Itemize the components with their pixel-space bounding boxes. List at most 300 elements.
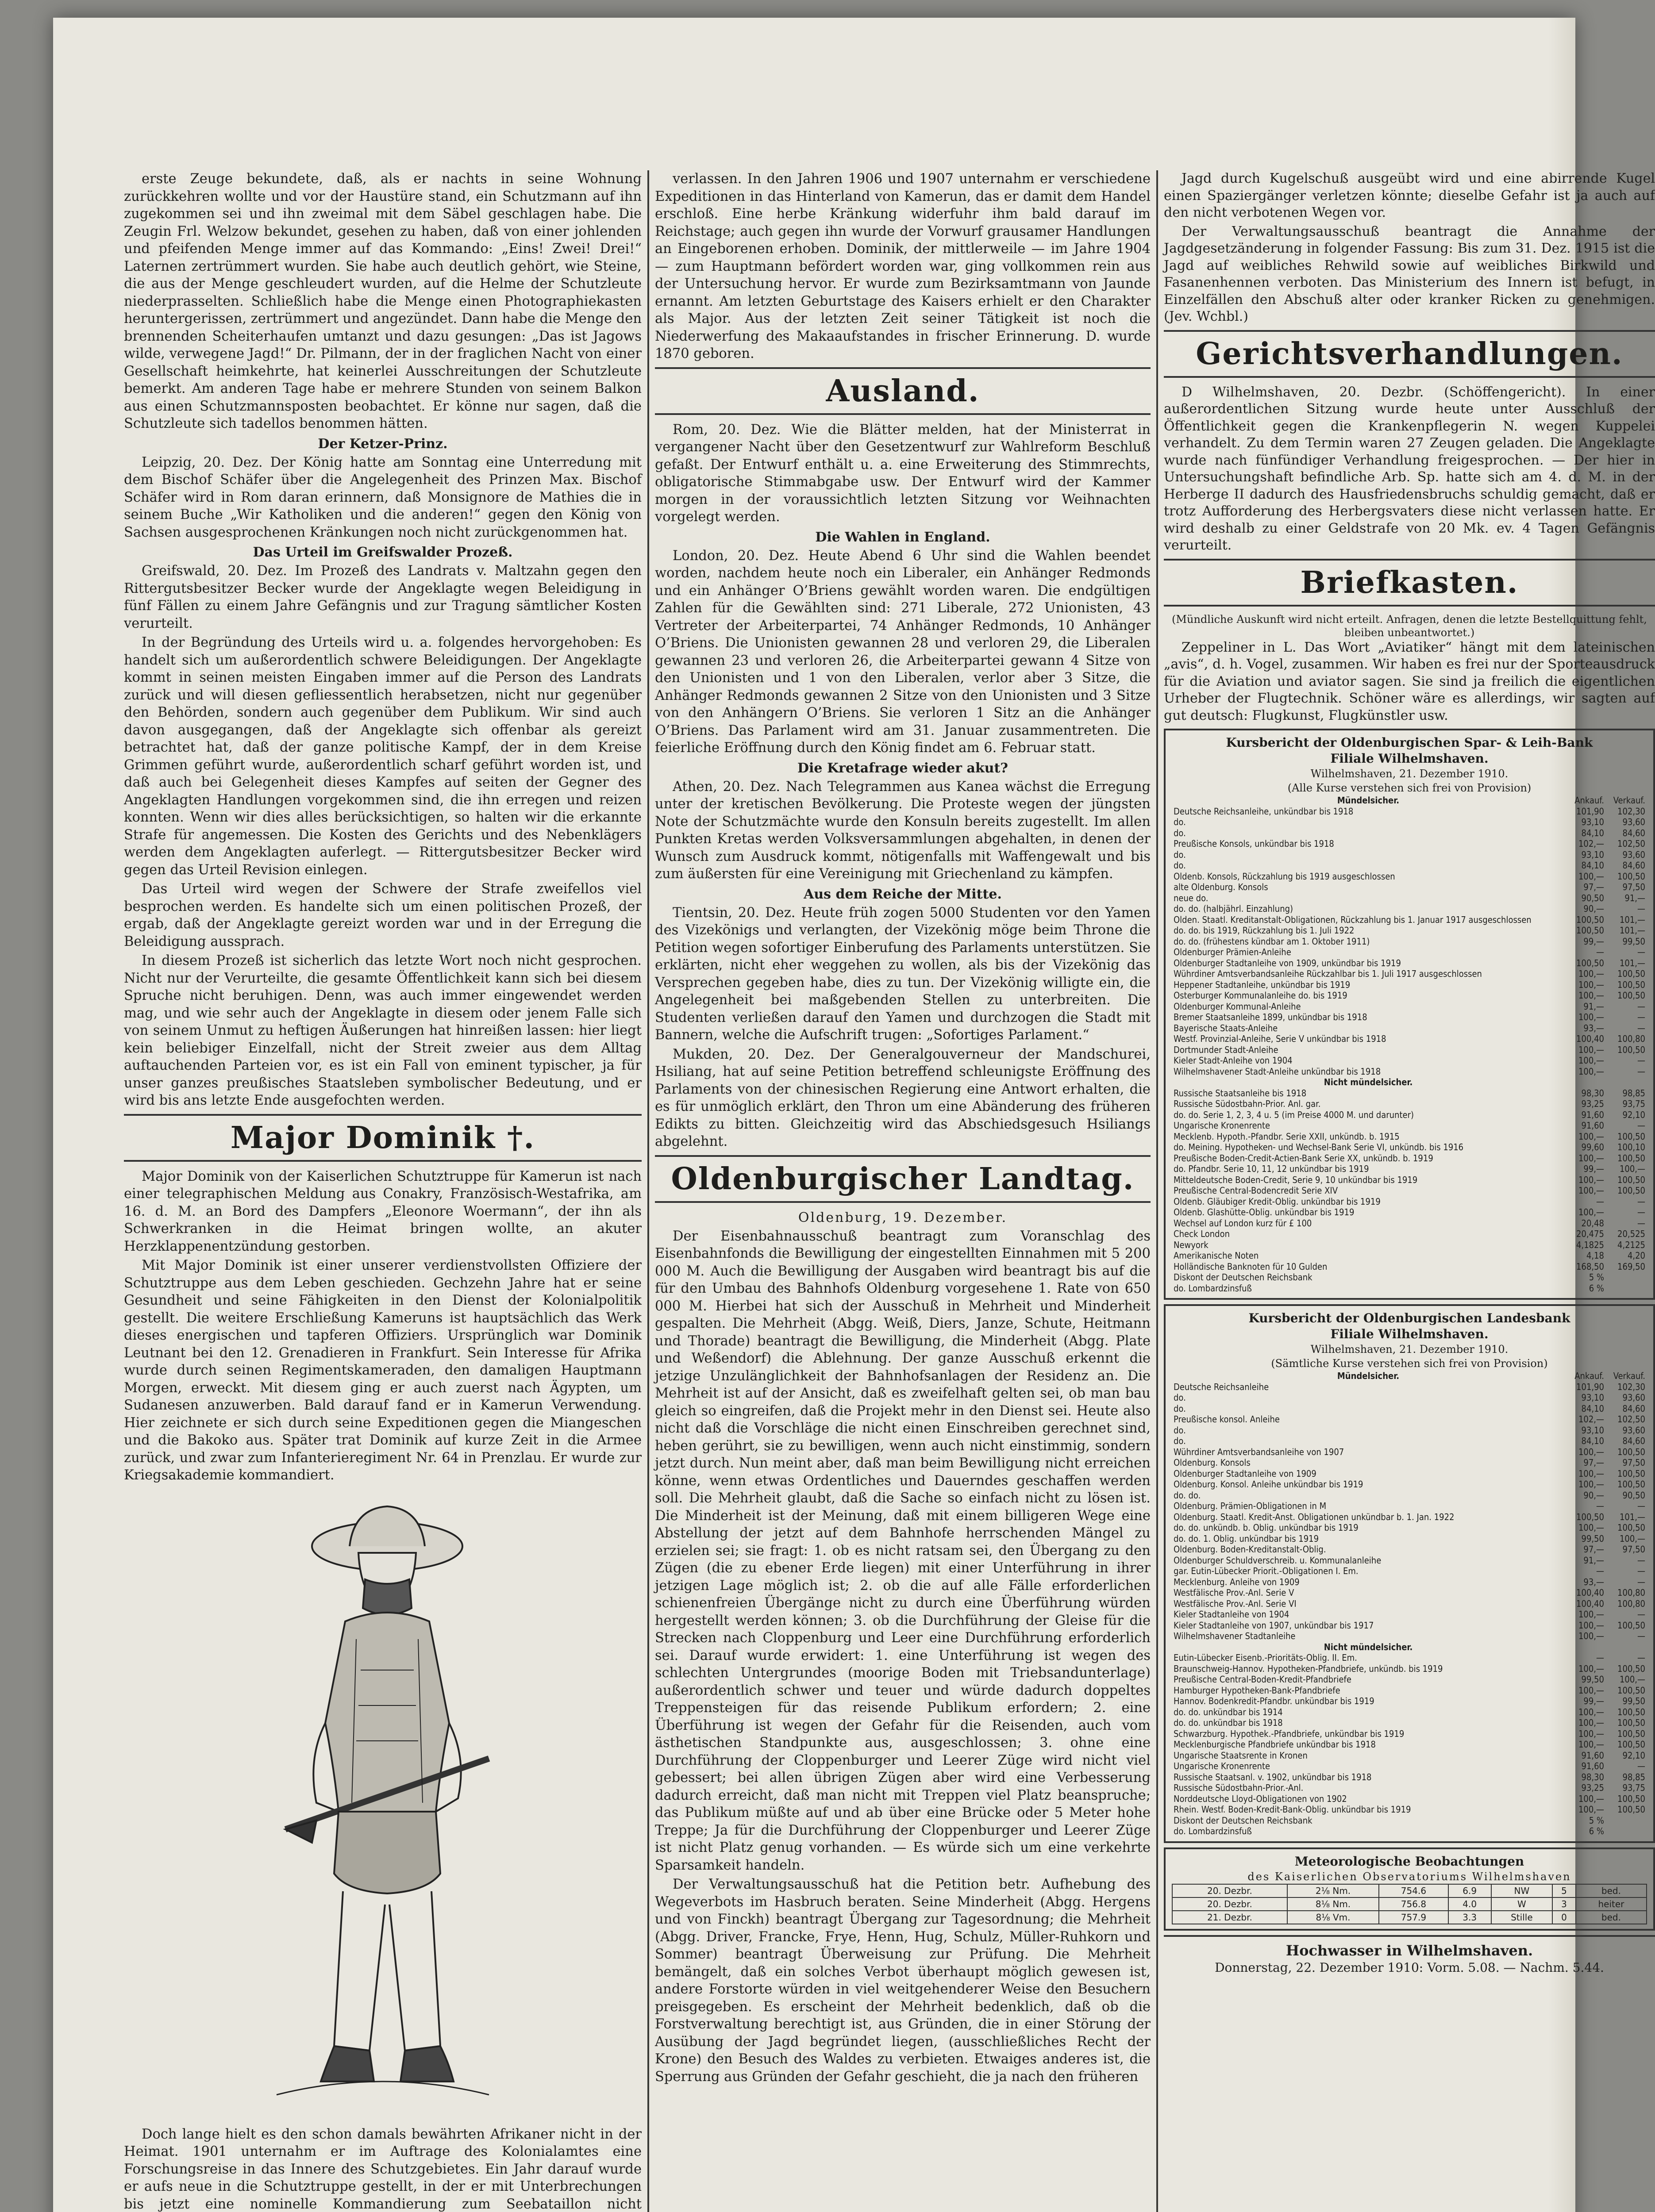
article-text: London, 20. Dez. Heute Abend 6 Uhr sind die Wahlen beendet worden, nachdem heute noch ein Liberaler, ein Anhänger Redmonds und ein Anhänger O’Briens gewählt worden waren. Die endgültigen Zahlen für die Gewählten sind: 271 Liberale, 272 Unionisten, 43 Vertreter der Arbeiterpartei, 74 Anhänger Redmonds, 10 Anhänger O’Briens. Die Unionisten gewannen 28 und verloren 29, die Liberalen gewannen 23 und verloren 26, die Arbeiterpartei gewann 4 Sitze von den Unionisten und 1 von den Liberalen, verlor aber 3 Sitze, die Anhänger Redmonds gewannen 2 Sitze von den Unionisten und 3 Sitze von den Anhängern O’Briens. Sie verloren 1 Sitz an die Anhänger O’Briens. Das Parlament wird am 31. Januar zusammentreten. Die feierliche Eröffnung durch den König findet am 6. Februar statt. xyxy=(655,548,1151,756)
kurs-verkauf: 99,50 xyxy=(1622,936,1645,947)
kurs-ankauf: — xyxy=(1596,1196,1604,1207)
kurs-name: Wechsel auf London kurz für £ 100 xyxy=(1174,1217,1312,1229)
kurs-ankauf: 100,— xyxy=(1578,1620,1604,1631)
kurs-verkauf: 100,50 xyxy=(1617,1663,1645,1674)
kurs-verkauf: 100,50 xyxy=(1617,871,1645,882)
kurs-row xyxy=(1172,958,1647,969)
kurs-verkauf xyxy=(1606,1815,1647,1826)
kurs-verkauf: 100,50 xyxy=(1617,979,1645,990)
kurs-ankauf: 20,475 xyxy=(1576,1229,1604,1239)
kurs-verkauf: 84,60 xyxy=(1622,827,1645,838)
kurs-row xyxy=(1172,1522,1647,1533)
kurs-ankauf: 100,— xyxy=(1578,1152,1604,1164)
article-text: Zeppeliner in L. Das Wort „Aviatiker“ hängt mit dem lateinischen „avis“, d. h. Vogel, zusammen. Wir haben es frei nur der Sporteausdruck für die Aviation und aviator sagen. Sie sind ja freilich die eigentlichen Urheber der Flugtechnik. Schöner wäre es allerdings, wir sagten auf gut deutsch: Flugkunst, Flugkünstler usw. xyxy=(1164,639,1655,723)
kurs-name: Oldenburg. Konsol. Anleihe unkündbar bis 1919 xyxy=(1174,1479,1363,1490)
article-headline: Die Wahlen in England. xyxy=(815,529,990,545)
kurs-ankauf: 100,— xyxy=(1578,1706,1604,1717)
meteorologische-beobachtungen xyxy=(1164,1847,1655,1931)
kurs-ankauf: 100,— xyxy=(1578,990,1604,1001)
kurs-row xyxy=(1172,1739,1647,1750)
kursbericht-subtitle: Filiale Wilhelmshaven. xyxy=(1330,1327,1489,1341)
kurs-name: Rhein. Westf. Boden-Kredit-Bank-Oblig. unkündbar bis 1919 xyxy=(1174,1804,1411,1815)
kurs-row xyxy=(1172,1804,1647,1815)
kurs-row xyxy=(1172,1566,1647,1577)
kurs-ankauf: 97,— xyxy=(1583,882,1604,892)
kurs-verkauf: — xyxy=(1637,1501,1645,1511)
kurs-verkauf xyxy=(1606,1642,1647,1653)
kurs-verkauf: 4,2125 xyxy=(1617,1239,1645,1250)
met-cell: 8⅛ Nm. xyxy=(1287,1897,1379,1911)
kurs-verkauf: 98,85 xyxy=(1622,1771,1645,1782)
kurs-verkauf: 100,— xyxy=(1619,1533,1645,1544)
kurs-name: Olden. Staatl. Kreditanstalt-Obligationen, Rückzahlung bis 1. Januar 1917 ausgeschlossen xyxy=(1174,914,1532,925)
kurs-ankauf: 100,50 xyxy=(1576,957,1604,968)
kurs-verkauf: — xyxy=(1637,1055,1645,1066)
met-row xyxy=(1172,1897,1647,1911)
kurs-verkauf: 100,50 xyxy=(1617,1152,1645,1164)
kurs-ankauf: 100,— xyxy=(1578,871,1604,882)
kurs-name: do. xyxy=(1174,1425,1186,1436)
article-headline: Aus dem Reiche der Mitte. xyxy=(804,886,1002,902)
kurs-ankauf: 100,— xyxy=(1578,1066,1604,1077)
kurs-name: Preußische konsol. Anleihe xyxy=(1174,1414,1280,1425)
kurs-ankauf: 100,— xyxy=(1578,1012,1604,1022)
kurs-name: Norddeutsche Lloyd-Obligationen von 1902 xyxy=(1174,1793,1347,1804)
kurs-name: do. Lombardzinsfuß xyxy=(1174,1283,1252,1294)
kurs-name: do. do. unkündbar bis 1918 xyxy=(1174,1717,1283,1728)
kurs-verkauf: — xyxy=(1637,1022,1645,1033)
kurs-verkauf: 92,10 xyxy=(1622,1109,1645,1120)
kurs-verkauf: 91,— xyxy=(1624,892,1645,903)
kurs-name: Nicht mündelsicher. xyxy=(1324,1077,1413,1087)
article-text: Athen, 20. Dez. Nach Telegrammen aus Kanea wächst die Erregung unter der kretischen Bevölkerung. Die Proteste wegen der jüngsten Note der Schutzmächte wurde den Konsuln bereits zugestellt. Im allen Punkten Kretas werden Volksversammlungen abgehalten, in denen der Wunsch zum Ausdruck kommt, nötigenfalls mit Waffengewalt und bis zum äußersten für eine Vereinigung mit Griechenland zu kämpfen. xyxy=(655,779,1151,882)
met-row xyxy=(1172,1884,1647,1897)
kurs-verkauf: 100,50 xyxy=(1617,1479,1645,1490)
article-text: D Wilhelmshaven, 20. Dezbr. (Schöffengericht). In einer außerordentlichen Sitzung wurde heute unter Ausschluß der Öffentlichkeit gegen die Krankenpflegerin N. wegen Kuppelei verhandelt. Zu dem Termin waren 27 Zeugen geladen. Die Angeklagte wurde nach fünfündiger Verhandlung freigesprochen. — Der hier in Untersuchungshaft befindliche Arb. Sp. hatte sich am 4. d. M. in der Herberge II dadurch des Hausfriedensbruchs schuldig gemacht, daß er trotz Aufforderung des Herbergsvaters diese nicht verlassen hatte. Er wird deshalb zu einer Geldstrafe von 20 Mk. ev. 4 Tagen Gefängnis verurteilt. xyxy=(1164,384,1655,553)
kurs-verkauf: 100,50 xyxy=(1617,1739,1645,1750)
kurs-name: do. Lombardzinsfuß xyxy=(1174,1826,1252,1836)
kurs-name: Deutsche Reichsanleihe, unkündbar bis 1918 xyxy=(1174,806,1354,817)
kurs-ankauf: 99,— xyxy=(1583,1696,1604,1706)
kurs-row xyxy=(1172,1283,1647,1294)
met-cell: 757.9 xyxy=(1379,1911,1448,1924)
kurs-row xyxy=(1172,1642,1647,1653)
kurs-name: Preußische Boden-Credit-Actien-Bank Serie XX, unkündb. b. 1919 xyxy=(1174,1152,1433,1164)
kurs-verkauf: 93,60 xyxy=(1622,1392,1645,1403)
kurs-ankauf: 100,— xyxy=(1578,1446,1604,1457)
kurs-verkauf: 100,50 xyxy=(1617,1522,1645,1533)
kurs-row xyxy=(1172,849,1647,860)
kurs-name: Russische Südostbahn-Prior. Anl. gar. xyxy=(1174,1098,1321,1109)
kurs-row xyxy=(1172,1501,1647,1512)
kurs-rows xyxy=(1172,806,1647,1294)
met-cell: 6.9 xyxy=(1448,1884,1491,1897)
kurs-name: neue do. xyxy=(1174,892,1209,903)
kurs-verkauf: 102,50 xyxy=(1617,838,1645,849)
kurs-verkauf: 101,— xyxy=(1619,914,1645,925)
kurs-row xyxy=(1172,1045,1647,1056)
briefkasten-note: (Mündliche Auskunft wird nicht erteilt. Anfragen, denen die letzte Bestellquittung fehlt, bleiben unbeantwortet.) xyxy=(1172,613,1647,639)
kurs-verkauf xyxy=(1606,1272,1647,1283)
kurs-row xyxy=(1172,1207,1647,1218)
met-cell: 4.0 xyxy=(1448,1897,1491,1911)
kurs-name: Hannov. Bodenkredit-Pfandbr. unkündbar bis 1919 xyxy=(1174,1696,1374,1706)
kurs-verkauf: — xyxy=(1637,1576,1645,1587)
kurs-row xyxy=(1172,947,1647,958)
kurs-ankauf: — xyxy=(1596,1652,1604,1663)
kurs-ankauf: 98,30 xyxy=(1581,1771,1604,1782)
kurs-name: Kieler Stadtanleihe von 1904 xyxy=(1174,1609,1289,1620)
kurs-verkauf: 99,50 xyxy=(1622,1696,1645,1706)
kurs-ankauf: 97,— xyxy=(1583,1544,1604,1555)
kurs-verkauf: 97,50 xyxy=(1622,1457,1645,1468)
kurs-verkauf: 100,80 xyxy=(1617,1033,1645,1044)
kurs-name: Schwarzburg. Hypothek.-Pfandbriefe, unkündbar bis 1919 xyxy=(1174,1728,1405,1739)
kurs-row xyxy=(1172,1696,1647,1707)
kurs-row xyxy=(1172,1001,1647,1012)
kurs-row xyxy=(1172,806,1647,817)
kurs-name: Russische Südostbahn-Prior.-Anl. xyxy=(1174,1782,1304,1793)
kurs-row xyxy=(1172,1609,1647,1620)
met-cell: Stille xyxy=(1491,1911,1552,1924)
kurs-verkauf: 100,50 xyxy=(1617,990,1645,1001)
kurs-rows xyxy=(1172,1382,1647,1837)
kurs-ankauf: — xyxy=(1596,1501,1604,1511)
article-text: Tientsin, 20. Dez. Heute früh zogen 5000 Studenten vor den Yamen des Vizekönigs und verlangten, der Vizekönig möge beim Throne die Petition wegen sofortiger Einberufung des Parlaments unterstützen. Sie erklärten, nicht eher weggehen zu wollen, als bis der Vizekönig das Versprechen gegeben habe, dies zu tun. Der Vizekönig willigte ein, die Angelegenheit bei maßgebenden Stellen zu unterbreiten. Die Studenten verließen darauf den Yamen und durchzogen die Stadt mit Bannern, welche die Aufschrift trugen: „Sofortiges Parlament.“ xyxy=(655,905,1151,1043)
kurs-head: Mündelsicher. xyxy=(1337,795,1400,806)
kurs-ankauf: 6 % xyxy=(1589,1826,1604,1836)
kurs-verkauf: 84,60 xyxy=(1622,1403,1645,1414)
hochwasser-line: Donnerstag, 22. Dezember 1910: Vorm. 5.08. — Nachm. 5.44. xyxy=(1215,1960,1604,1975)
article-text: Das Urteil wird wegen der Schwere der Strafe zweifellos viel besprochen werden. Es handelte sich um einen politischen Prozeß, der ergab, daß der Angeklagte gereizt worden war und in der Erregung die Beleidigung aussprach. xyxy=(124,881,642,949)
kurs-row xyxy=(1172,893,1647,904)
met-cell: 3.3 xyxy=(1448,1911,1491,1924)
kurs-ankauf: 100,— xyxy=(1578,1609,1604,1620)
divider xyxy=(1164,1935,1655,1937)
kurs-verkauf: 100,50 xyxy=(1617,1620,1645,1631)
kurs-col-verkauf: Verkauf. xyxy=(1613,795,1645,806)
kursbericht-date: Wilhelmshaven, 21. Dezember 1910. xyxy=(1310,768,1509,780)
article-text: Leipzig, 20. Dez. Der König hatte am Sonntag eine Unterredung mit dem Bischof Schäfer über die Angelegenheit des Prinzen Max. Bischof Schäfer wird in Rom daran erinnern, daß Monsignore de Mathies die in seinem Buche „Wir Katholiken und die anderen!“ gegen den König von Sachsen ausgesprochenen Kränkungen noch nicht zurückgenommen hat. xyxy=(124,454,642,540)
kurs-row xyxy=(1172,1110,1647,1121)
kurs-row xyxy=(1172,1598,1647,1609)
article-headline: Das Urteil im Greifswalder Prozeß. xyxy=(253,545,513,560)
kurs-ankauf: 100,— xyxy=(1578,1174,1604,1185)
kurs-verkauf: 93,60 xyxy=(1622,817,1645,827)
article-text: Der Verwaltungsausschuß hat die Petition betr. Aufhebung des Wegeverbots im Hasbruch beraten. Seine Minderheit (Abgg. Hergens und von Finckh) beantragt Übergang zur Tagesordnung; die Mehrheit (Abgg. Driver, Francke, Frye, Henn, Hug, Schulz, Müller-Ruhkorn und Sommer) beantragt Überweisung zur Prüfung. Die Mehrheit bemängelt, daß ein solches Verbot überhaupt möglich gewesen ist, andere Forstorte würden in viel weitgehenderer Weise den Besuchern preisgegeben. Es erscheint der Mehrheit bedenklich, daß ob die Forstverwaltung berechtigt ist, aus Gründen, die in einer Störung der Ausübung der Jagd begründet liegen, (ausschließliches Recht der Krone) den Besuch des Waldes zu verbieten. Etwaiges anderes ist, die Sperrung aus Gründen der Gefahr geschieht, die ja nach den früheren xyxy=(655,1877,1151,2085)
column-rule xyxy=(1156,170,1158,2212)
kurs-name: Wührdiner Amtsverbandsanleihe von 1907 xyxy=(1174,1446,1344,1457)
kurs-name: Braunschweig-Hannov. Hypotheken-Pfandbriefe, unkündb. bis 1919 xyxy=(1174,1663,1443,1674)
kurs-name: Ungarische Kronenrente xyxy=(1174,1120,1270,1131)
article-headline: Die Kretafrage wieder akut? xyxy=(797,760,1008,776)
kurs-row xyxy=(1172,1728,1647,1740)
kurs-ankauf: 99,50 xyxy=(1581,1533,1604,1544)
kurs-row xyxy=(1172,1620,1647,1631)
kurs-verkauf: 102,50 xyxy=(1617,1414,1645,1425)
kurs-ankauf: 99,— xyxy=(1583,936,1604,947)
kurs-row xyxy=(1172,1652,1647,1663)
kurs-name: do. do. (halbjährl. Einzahlung) xyxy=(1174,903,1293,914)
kurs-row xyxy=(1172,1457,1647,1468)
kurs-row xyxy=(1172,1750,1647,1761)
article-text: Greifswald, 20. Dez. Im Prozeß des Landrats v. Maltzahn gegen den Rittergutsbesitzer Becker wurde der Angeklagte wegen Beleidigung in fünf Fällen zu einem Jahre Gefängnis und zur Tragung sämtlicher Kosten verurteilt. xyxy=(124,563,642,631)
kurs-name: Nicht mündelsicher. xyxy=(1324,1641,1413,1652)
kurs-verkauf: — xyxy=(1637,1566,1645,1576)
article-text: erste Zeuge bekundete, daß, als er nachts in seine Wohnung zurückkehren wollte und vor der Haustüre stand, ein Schutzmann auf ihn zugekommen sei und ihn zweimal mit dem Säbel geschlagen habe. Die Zeugin Frl. Welzow bekundet, gesehen zu haben, daß von einer johlenden und pfeifenden Menge immer auf das Kommando: „Eins! Zwei! Drei!“ Laternen zertrümmert wurden. Sie habe auch deutlich gehört, wie Steine, die aus der Menge geschleudert wurden, auf die Helme der Schutzleute niederprasselten. Schließlich habe die Menge einen Photographiekasten heruntergerissen, zertrümmert und angezündet. Dann habe die Menge den brennenden Scheiterhaufen umtanzt und dazu gesungen: „Das ist Jagows wilde, verwegene Jagd!“ Dr. Pilmann, der in der fraglichen Nacht von einer Gesellschaft heimkehrte, hat keinerlei Ausschreitungen der Schutzleute bemerkt. Am anderen Tage habe er mehrere Stunden von seinem Balkon aus einen Schutzmannsposten beobachtet. Er könne nur sagen, daß die Schutzleute sich tadellos benommen hätten. xyxy=(124,171,642,431)
kurs-verkauf: 93,60 xyxy=(1622,1425,1645,1436)
kurs-verkauf: — xyxy=(1637,903,1645,914)
kursbericht-note: (Alle Kurse verstehen sich frei von Provision) xyxy=(1287,782,1532,794)
kurs-name: Check London xyxy=(1174,1229,1230,1239)
kurs-ankauf: 84,10 xyxy=(1581,1436,1604,1446)
kurs-name: do. do. unkündb. b. Oblig. unkündbar bis 1919 xyxy=(1174,1522,1359,1533)
kurs-ankauf: 100,— xyxy=(1578,1804,1604,1815)
kurs-verkauf: — xyxy=(1637,1631,1645,1641)
kurs-row xyxy=(1172,871,1647,882)
kurs-name: Oldenburger Prämien-Anleihe xyxy=(1174,947,1291,957)
kursbericht-title: Kursbericht der Oldenburgischen Landesbank xyxy=(1248,1311,1570,1325)
kurs-ankauf: 6 % xyxy=(1589,1283,1604,1294)
kurs-verkauf: 100,— xyxy=(1619,1674,1645,1685)
kurs-ankauf: 93,10 xyxy=(1581,817,1604,827)
kurs-row xyxy=(1172,1717,1647,1728)
kurs-row xyxy=(1172,1826,1647,1837)
article-text: Jagd durch Kugelschuß ausgeübt wird und eine abirrende Kugel einen Spaziergänger verletzen könnte; dieselbe Gefahr ist ja auch auf den nicht verbotenen Wegen vor. xyxy=(1164,171,1655,220)
kurs-row xyxy=(1172,1098,1647,1110)
kurs-name: Osterburger Kommunalanleihe do. bis 1919 xyxy=(1174,990,1347,1001)
kurs-ankauf: 97,— xyxy=(1583,1457,1604,1468)
kurs-row xyxy=(1172,1707,1647,1718)
kurs-ankauf: 90,— xyxy=(1583,903,1604,914)
met-cell: W xyxy=(1491,1897,1552,1911)
section-heading-ausland: Ausland. xyxy=(655,367,1151,415)
kurs-ankauf: 100,— xyxy=(1578,1663,1604,1674)
kurs-verkauf: — xyxy=(1637,1120,1645,1131)
kurs-ankauf: 93,25 xyxy=(1581,1098,1604,1109)
kurs-row xyxy=(1172,1077,1647,1088)
article-text: Rom, 20. Dez. Wie die Blätter melden, hat der Ministerrat in vergangener Nacht über den Gesetzentwurf zur Wahlreform Beschluß gefaßt. Der Entwurf enthält u. a. eine Erweiterung des Stimmrechts, obligatorische Stimmabgabe usw. Der Entwurf wird der Kammer morgen in der voraussichtlich letzten Sitzung vor Weihnachten vorgelegt werden. xyxy=(655,422,1151,525)
kurs-verkauf: 101,— xyxy=(1619,925,1645,936)
column-rule xyxy=(647,170,649,2212)
kurs-verkauf: 100,80 xyxy=(1617,1598,1645,1609)
kurs-row xyxy=(1172,1164,1647,1175)
column-left xyxy=(124,170,642,2212)
kurs-ankauf: 100,— xyxy=(1578,1468,1604,1479)
kursbericht-subtitle: Filiale Wilhelmshaven. xyxy=(1330,751,1489,766)
kurs-row xyxy=(1172,1772,1647,1783)
kurs-ankauf: 84,10 xyxy=(1581,1403,1604,1414)
portrait-illustration xyxy=(259,1493,507,2126)
met-cell: 3 xyxy=(1552,1897,1576,1911)
kurs-ankauf: 100,— xyxy=(1578,1793,1604,1804)
kurs-verkauf: 93,75 xyxy=(1622,1782,1645,1793)
kurs-row xyxy=(1172,1185,1647,1196)
kurs-row xyxy=(1172,1033,1647,1045)
kurs-name: gar. Eutin-Lübecker Priorit.-Obligationen I. Em. xyxy=(1174,1566,1359,1576)
met-cell: bed. xyxy=(1576,1884,1647,1897)
kurs-ankauf: 90,— xyxy=(1583,1490,1604,1501)
kurs-row xyxy=(1172,1153,1647,1164)
kurs-row xyxy=(1172,1815,1647,1826)
kurs-ankauf: 100,— xyxy=(1578,1522,1604,1533)
kurs-row xyxy=(1172,1631,1647,1642)
kursbericht-note: (Sämtliche Kurse verstehen sich frei von Provision) xyxy=(1271,1357,1548,1370)
kurs-verkauf: 100,50 xyxy=(1617,1131,1645,1142)
kurs-ankauf: 91,— xyxy=(1583,1555,1604,1566)
kurs-name: Bayerische Staats-Anleihe xyxy=(1174,1022,1278,1033)
kurs-verkauf: 100,50 xyxy=(1617,1185,1645,1196)
kurs-name: do. xyxy=(1174,1403,1186,1414)
kurs-name: Oldenb. Gläubiger Kredit-Oblig. unkündbar bis 1919 xyxy=(1174,1196,1381,1207)
kurs-row xyxy=(1172,1240,1647,1251)
column-middle xyxy=(655,170,1151,2212)
kursbericht-spar-leih-bank xyxy=(1164,729,1655,1300)
kurs-row xyxy=(1172,882,1647,893)
kurs-name: Mecklenb. Hypoth.-Pfandbr. Serie XXII, unkündb. b. 1915 xyxy=(1174,1131,1400,1142)
kurs-col-verkauf: Verkauf. xyxy=(1613,1371,1645,1381)
kurs-row xyxy=(1172,914,1647,926)
kurs-ankauf: — xyxy=(1596,947,1604,957)
kurs-verkauf: 98,85 xyxy=(1622,1087,1645,1098)
kurs-row xyxy=(1172,1055,1647,1066)
kurs-ankauf: 84,10 xyxy=(1581,860,1604,871)
kurs-row xyxy=(1172,1218,1647,1229)
article-text: Mukden, 20. Dez. Der Generalgouverneur der Mandschurei, Hsiliang, hat auf seine Petition betreffend schleunigste Eröffnung des Parlaments von der chinesischen Regierung eine Antwort erhalten, die es für unmöglich erklärt, den Thron um eine Abänderung des früheren Edikts zu bitten. Gleichzeitig wird das Abschiedsgesuch Hsiliangs abgelehnt. xyxy=(655,1046,1151,1149)
kurs-ankauf: 100,— xyxy=(1578,1728,1604,1739)
kurs-verkauf: — xyxy=(1637,1761,1645,1771)
kurs-verkauf: 93,60 xyxy=(1622,849,1645,860)
kurs-name: do. Meining. Hypotheken- und Wechsel-Bank Serie VI, unkündb. bis 1916 xyxy=(1174,1142,1464,1152)
kurs-row xyxy=(1172,1587,1647,1598)
met-cell: 8⅛ Vm. xyxy=(1287,1911,1379,1924)
newspaper-page xyxy=(53,18,1655,2212)
kurs-ankauf: 93,— xyxy=(1583,1576,1604,1587)
kurs-col-ankauf: Ankauf. xyxy=(1574,1371,1604,1381)
met-cell: 756.8 xyxy=(1379,1897,1448,1911)
kurs-verkauf: 100,50 xyxy=(1617,1044,1645,1055)
kurs-name: Oldenburger Kommunal-Anleihe xyxy=(1174,1001,1301,1012)
kurs-verkauf: — xyxy=(1637,1217,1645,1229)
kurs-row xyxy=(1172,1425,1647,1436)
met-cell: heiter xyxy=(1576,1897,1647,1911)
met-cell: 2⅛ Nm. xyxy=(1287,1884,1379,1897)
kurs-verkauf: 4,20 xyxy=(1627,1250,1645,1261)
kurs-ankauf: 102,— xyxy=(1578,838,1604,849)
kurs-name: Wilhelmshavener Stadtanleihe xyxy=(1174,1631,1296,1641)
kurs-row xyxy=(1172,1555,1647,1566)
kurs-name: do. do. (frühestens kündbar am 1. Oktober 1911) xyxy=(1174,936,1370,947)
article-text: Doch lange hielt es den schon damals bewährten Afrikaner nicht in der Heimat. 1901 unternahm er im Auftrage des Kolonialamtes eine Forschungsreise in das Innere des Schutzgebietes. Ein Jahr darauf wurde er aufs neue in die Schutztruppe gestellt, in der er mit Unterbrechungen bis jetzt eine nominelle Kommandierung zum Seebataillon nicht xyxy=(124,2126,642,2212)
kurs-row xyxy=(1172,968,1647,979)
kurs-verkauf: 102,30 xyxy=(1617,1381,1645,1392)
article-text: Der Verwaltungsausschuß beantragt die Annahme der Jagdgesetzänderung in folgender Fassung: Bis zum 31. Dez. 1915 ist die Jagd auf weibliches Rehwild sowie auf weibliches Birkwild und Fasanenhennen verboten. Das Ministerium des Innern ist befugt, in Einzelfällen den Abschuß alter oder kranker Ricken zu genehmigen. (Jev. Wchbl.) xyxy=(1164,223,1655,324)
kursbericht-date: Wilhelmshaven, 21. Dezember 1910. xyxy=(1310,1343,1509,1356)
kurs-verkauf: 100,— xyxy=(1619,1164,1645,1174)
kurs-row xyxy=(1172,1436,1647,1447)
kurs-name: Oldenburg. Prämien-Obligationen in M xyxy=(1174,1501,1327,1511)
kurs-row xyxy=(1172,838,1647,849)
kurs-name: do. xyxy=(1174,860,1186,871)
kurs-name: Westf. Provinzial-Anleihe, Serie V unkündbar bis 1918 xyxy=(1174,1033,1386,1044)
article-text: Major Dominik von der Kaiserlichen Schutztruppe für Kamerun ist nach einer telegraphischen Meldung aus Conakry, Französisch-Westafrika, am 16. d. M. an Bord des Dampfers „Eleonore Woermann“, der ihn als Schwerkranken in die Heimat bringen wollte, an akuter Herzklappenentzündung gestorben. xyxy=(124,1168,642,1254)
kurs-name: Mecklenburg. Anleihe von 1909 xyxy=(1174,1576,1300,1587)
kurs-name: do. do. xyxy=(1174,1490,1201,1501)
kurs-verkauf: 93,75 xyxy=(1622,1098,1645,1109)
kurs-verkauf xyxy=(1606,1283,1647,1294)
kurs-ankauf: 100,— xyxy=(1578,1717,1604,1728)
kurs-ankauf: 100,50 xyxy=(1576,914,1604,925)
kurs-verkauf: 90,50 xyxy=(1622,1490,1645,1501)
kurs-name: Oldenb. Konsols, Rückzahlung bis 1919 ausgeschlossen xyxy=(1174,871,1395,882)
kurs-verkauf: — xyxy=(1637,1196,1645,1207)
met-cell: NW xyxy=(1491,1884,1552,1897)
kurs-name: Westfälische Prov.-Anl. Serie V xyxy=(1174,1587,1294,1598)
kurs-name: alte Oldenburg. Konsols xyxy=(1174,882,1268,892)
kurs-name: do. do. bis 1919, Rückzahlung bis 1. Juli 1922 xyxy=(1174,925,1355,936)
kurs-table xyxy=(1172,795,1647,1294)
kurs-verkauf: 101,— xyxy=(1619,1511,1645,1522)
article-text: Der Eisenbahnausschuß beantragt zum Voranschlag des Eisenbahnfonds die Bewilligung der eingestellten Einnahmen mit 5 200 000 M. Auch die Bewilligung der Ausgaben wird beantragt bis auf die für den Umbau des Bahnhofs Oldenburg vorgesehene 1. Rate von 650 000 M. Hierbei hat sich der Ausschuß in Mehrheit und Minderheit gespalten. Die Mehrheit (Abgg. Weiß, Diers, Janze, Schute, Heitmann und Thorade) beantragt die Bewilligung, die Minderheit (Abgg. Plate und Weßendorf) die Ablehnung. Der ganze Ausschuß erkennt die jetzige Unzulänglichkeit der Bahnhofsanlagen der Residenz an. Die Mehrheit ist auf der Ansicht, daß es zweifelhaft gelten sei, ob man bau gleich so eingreifen, daß die Projekt mehr in den Dienst sei. Heute also nicht daß die Vorschläge die nicht einen Einschreiben gerechnet sind, heben gerührt, sie zu bewilligen, wenn auch nicht einstimmig, sondern jetzt durch. Nun meint aber, daß man beim Bewilligung nicht erreichen könne, wenn etwas Ordentliches und Dauerndes geschaffen werden soll. Die Mehrheit glaubt, daß die Sache so einfach nicht zu lösen ist. Die Minderheit ist der Meinung, daß mit einem billigeren Wege eine Abstellung der jetzt auf dem Bahnhofe herrschenden Mängel zu erzielen sei; sie fragt: 1. ob es nicht ratsam sei, den Übergang zu den Zügen (die zu ebener Erde liegen) mit einer Unterführung in ihrer jetzigen Lage möglich ist; 2. ob die auf alle Fälle erforderlichen schienenfreien Übergänge nicht zu durch eine Überführung würden hergestellt werden können; 3. ob die Durchführung der Gleise für die Strecken nach Cloppenburg und Leer eine Durchführung erforderlich sei. Darauf wurde erwidert: 1. eine Unterführung ist wegen des schlechten Untergrundes (moorige Boden mit Triebsandunterlage) außerordentlich schwer und teuer und würde dadurch doppeltes Treppensteigen für das reisende Publikum erfordern; 2. eine Überführung ist wegen der Gefahr für die Reisenden, auch vom ästhetischen Standpunkte aus, ausgeschlossen; 3. ohne eine Durchführung der Cloppenburger und Leerer Züge wird nicht viel gebessert; bei allen übrigen Zügen aber wird eine Verbesserung dadurch erreicht, daß man nicht mit Treppen viel Platz beanspruche; das Publikum müßte auf und ab über eine Brücke oder 5 Meter hohe Treppe; Ja für die Durchführung der Cloppenburger und Leerer Züge ist nicht Platz genug vorhanden. — Es würde sich um eine verkehrte Sparsamkeit handeln. xyxy=(655,1228,1151,1873)
kurs-ankauf: 100,— xyxy=(1578,1207,1604,1217)
kurs-name: Oldenb. Glashütte-Oblig. unkündbar bis 1919 xyxy=(1174,1207,1355,1217)
kurs-row xyxy=(1172,1544,1647,1555)
kurs-row xyxy=(1172,1414,1647,1425)
met-cell: bed. xyxy=(1576,1911,1647,1924)
kurs-row xyxy=(1172,1012,1647,1023)
kurs-verkauf: 100,50 xyxy=(1617,1793,1645,1804)
kurs-name: Kieler Stadtanleihe von 1907, unkündbar bis 1917 xyxy=(1174,1620,1374,1631)
kurs-verkauf: — xyxy=(1637,1555,1645,1566)
kurs-verkauf xyxy=(1606,1826,1647,1837)
kurs-verkauf: 84,60 xyxy=(1622,860,1645,871)
kurs-name: Heppener Stadtanleihe, unkündbar bis 1919 xyxy=(1174,979,1351,990)
kurs-ankauf: 99,— xyxy=(1583,1164,1604,1174)
met-cell: 21. Dezbr. xyxy=(1172,1911,1287,1924)
kurs-name: Westfälische Prov.-Anl. Serie VI xyxy=(1174,1598,1297,1609)
kurs-ankauf: 100,— xyxy=(1578,968,1604,979)
kursbericht-landesbank xyxy=(1164,1304,1655,1843)
kurs-verkauf: — xyxy=(1637,1066,1645,1077)
kurs-ankauf: 168,50 xyxy=(1576,1261,1604,1272)
kursbericht-title: Kursbericht der Oldenburgischen Spar- & Leih-Bank xyxy=(1226,735,1593,750)
article-text: Mit Major Dominik ist einer unserer verdienstvollsten Offiziere der Schutztruppe aus dem Leben geschieden. Gechzehn Jahre hat er seine Gesundheit und seine Fähigkeiten in den Dienst der Kolonialpolitik gestellt. Die weitere Erschließung Kameruns ist hauptsächlich das Werk dieses energischen und tapferen Offiziers. Ursprünglich war Dominik Leutnant bei den 12. Grenadieren in Frankfurt. Sein Interesse für Afrika wurde durch seinen Regimentskameraden, den damaligen Hauptmann Morgen, erweckt. Mit diesem ging er auch zuerst nach Ägypten, um Sudanesen anzuwerben. Bald darauf fand er in Kamerun Verwendung. Hier zeichnete er sich durch seine Expeditionen gegen die Miangeschen und die Bakoko aus. Später trat Dominik auf kurze Zeit in die Armee zurück, und zwar zum Infanterieregiment Nr. 64 in Prenzlau. Er wurde zur Kriegsakademie kommandiert. xyxy=(124,1258,642,1483)
kurs-name: do. xyxy=(1174,1436,1186,1446)
kurs-ankauf: 100,— xyxy=(1578,1685,1604,1696)
kurs-name: do. xyxy=(1174,827,1186,838)
kurs-name: Oldenburger Schuldverschreib. u. Kommunalanleihe xyxy=(1174,1555,1382,1566)
kurs-row xyxy=(1172,1674,1647,1685)
kurs-ankauf: 93,10 xyxy=(1581,1392,1604,1403)
kurs-row xyxy=(1172,1663,1647,1674)
met-rows xyxy=(1172,1884,1647,1924)
kurs-verkauf: 100,50 xyxy=(1617,968,1645,979)
section-heading-dominik: Major Dominik †. xyxy=(124,1114,642,1162)
kurs-col-ankauf: Ankauf. xyxy=(1574,795,1604,806)
kurs-verkauf: 100,50 xyxy=(1617,1446,1645,1457)
kurs-ankauf: 91,60 xyxy=(1581,1761,1604,1771)
kurs-ankauf: 4,1825 xyxy=(1576,1239,1604,1250)
met-title: Meteorologische Beobachtungen xyxy=(1294,1854,1524,1869)
kurs-row xyxy=(1172,1131,1647,1142)
kurs-name: do. xyxy=(1174,849,1186,860)
article-headline: Der Ketzer-Prinz. xyxy=(318,436,448,452)
kurs-name: Deutsche Reichsanleihe xyxy=(1174,1381,1269,1392)
kurs-row xyxy=(1172,925,1647,936)
kurs-row xyxy=(1172,1533,1647,1544)
article-text: verlassen. In den Jahren 1906 und 1907 unternahm er verschiedene Expeditionen in das Hinterland von Kamerun, das er damit dem Handel erschloß. Eine herbe Kränkung widerfuhr ihm bald darauf im Reichstage; auch gegen ihn wurde der Vorwurf grausamer Handlungen an Eingeborenen erhoben. Dominik, der mittlerweile — im Jahre 1904 — zum Hauptmann befördert worden war, ging vollkommen rein aus der Untersuchung hervor. Er wurde zum Bezirksamtmann von Jaunde ernannt. Am letzten Geburtstage des Kaisers erhielt er den Charakter als Major. Aus der letzten Zeit seiner Tätigkeit ist noch die Niederwerfung des Makaaufstandes in frischer Erinnerung. D. wurde 1870 geboren. xyxy=(655,171,1151,361)
kurs-ankauf: 20,48 xyxy=(1581,1217,1604,1229)
